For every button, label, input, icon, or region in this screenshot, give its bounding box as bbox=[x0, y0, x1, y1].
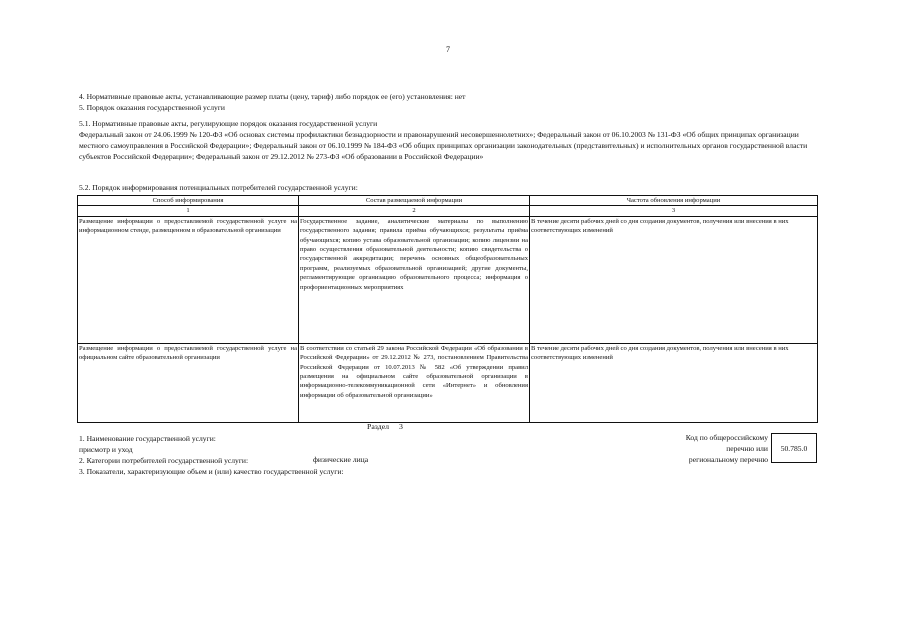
page-number: 7 bbox=[446, 45, 450, 54]
table-header-row bbox=[78, 196, 818, 206]
item-5-2-title: 5.2. Порядок информирования потенциальных потребителей государственной услуги: bbox=[79, 183, 358, 192]
code-label-line-2: перечню или bbox=[726, 444, 768, 453]
code-label-line-1: Код по общероссийскому bbox=[685, 433, 768, 442]
table-row bbox=[78, 343, 818, 422]
section-heading bbox=[367, 422, 403, 431]
cell-frequency: В течение десяти рабочих дней со дня создания документов, получения или внесения в них соответствующих изменений bbox=[530, 216, 818, 343]
item-3-text: 3. Показатели, характеризующие объем и (или) качество государственной услуги: bbox=[79, 467, 344, 476]
item-4-text: 4. Нормативные правовые акты, устанавливающие размер платы (цену, тариф) либо порядок ее (его) установления: нет bbox=[79, 92, 466, 101]
header-frequency: Частота обновления информации bbox=[530, 196, 818, 206]
code-value-box bbox=[771, 433, 817, 463]
section-label: Раздел bbox=[367, 422, 390, 431]
table-number-row bbox=[78, 206, 818, 216]
information-table bbox=[77, 195, 818, 423]
cell-method: Размещение информации о предоставляемой государственной услуге на официальном сайте образовательной организации bbox=[78, 343, 299, 422]
column-number-2: 2 bbox=[299, 206, 530, 216]
header-method: Способ информирования bbox=[78, 196, 299, 206]
item-5-1-title: 5.1. Нормативные правовые акты, регулирующие порядок оказания государственной услуги bbox=[79, 119, 378, 128]
table-row bbox=[78, 216, 818, 343]
cell-frequency: В течение десяти рабочих дней со дня создания документов, получения или внесения в них соответствующих изменений bbox=[530, 343, 818, 422]
cell-method: Размещение информации о предоставляемой государственной услуге на информационном стенде, размещенном в образовательной организации bbox=[78, 216, 299, 343]
category-value: физические лица bbox=[313, 455, 369, 464]
code-label-line-3: региональному перечню bbox=[688, 455, 768, 464]
code-value: 50.785.0 bbox=[780, 443, 808, 453]
column-number-3: 3 bbox=[530, 206, 818, 216]
cell-content: В соответствии со статьей 29 закона Российской Федерации «Об образовании в Российской Федерации» от 29.12.2012 № 273, постановлением Правительства Российской Федерации от 10.07.2013 № 582 «Об утверждении правил размещения на официальном сайте образовательной организации в информационно-телекоммуникационной сети «Интернет» и обновления информации об образовательной организации» bbox=[299, 343, 530, 422]
item-5-text: 5. Порядок оказания государственной услуги bbox=[79, 103, 225, 112]
service-name-label: 1. Наименование государственной услуги: bbox=[79, 434, 216, 443]
service-name-value: присмотр и уход bbox=[79, 445, 133, 454]
section-number: 3 bbox=[399, 422, 403, 431]
item-5-1-text: Федеральный закон от 24.06.1999 № 120-ФЗ «Об основах системы профилактики безнадзорности и правонарушений несовершеннолетних»; Федеральный закон от 06.10.2003 № 131-ФЗ «Об общих принципах организации местного самоуправления в Российской Федерации»; Федеральный закон от 06.10.1999 № 184-ФЗ «Об общих принципах организации законодательных (представительных) и исполнительных органов государственной власти субъектов Российской Федерации»; Федеральный закон от 29.12.2012 № 273-ФЗ «Об образовании в Российской Федерации» bbox=[79, 130, 808, 161]
header-content: Состав размещаемой информации bbox=[299, 196, 530, 206]
category-label: 2. Категории потребителей государственной услуги: bbox=[79, 456, 249, 465]
cell-content: Государственное задание, аналитические материалы по выполнению государственного задания; правила приёма обучающихся; результаты приёма обучающихся; копию устава образовательной организации; копию лицензии на право осуществления образовательной деятельности; копию свидетельства о государственной аккредитации; перечень основных общеобразовательных программ, реализуемых образовательной организацией; другие документы, регламентирующие организацию образовательного процесса; информация о профориентационных мероприятиях bbox=[299, 216, 530, 343]
column-number-1: 1 bbox=[78, 206, 299, 216]
